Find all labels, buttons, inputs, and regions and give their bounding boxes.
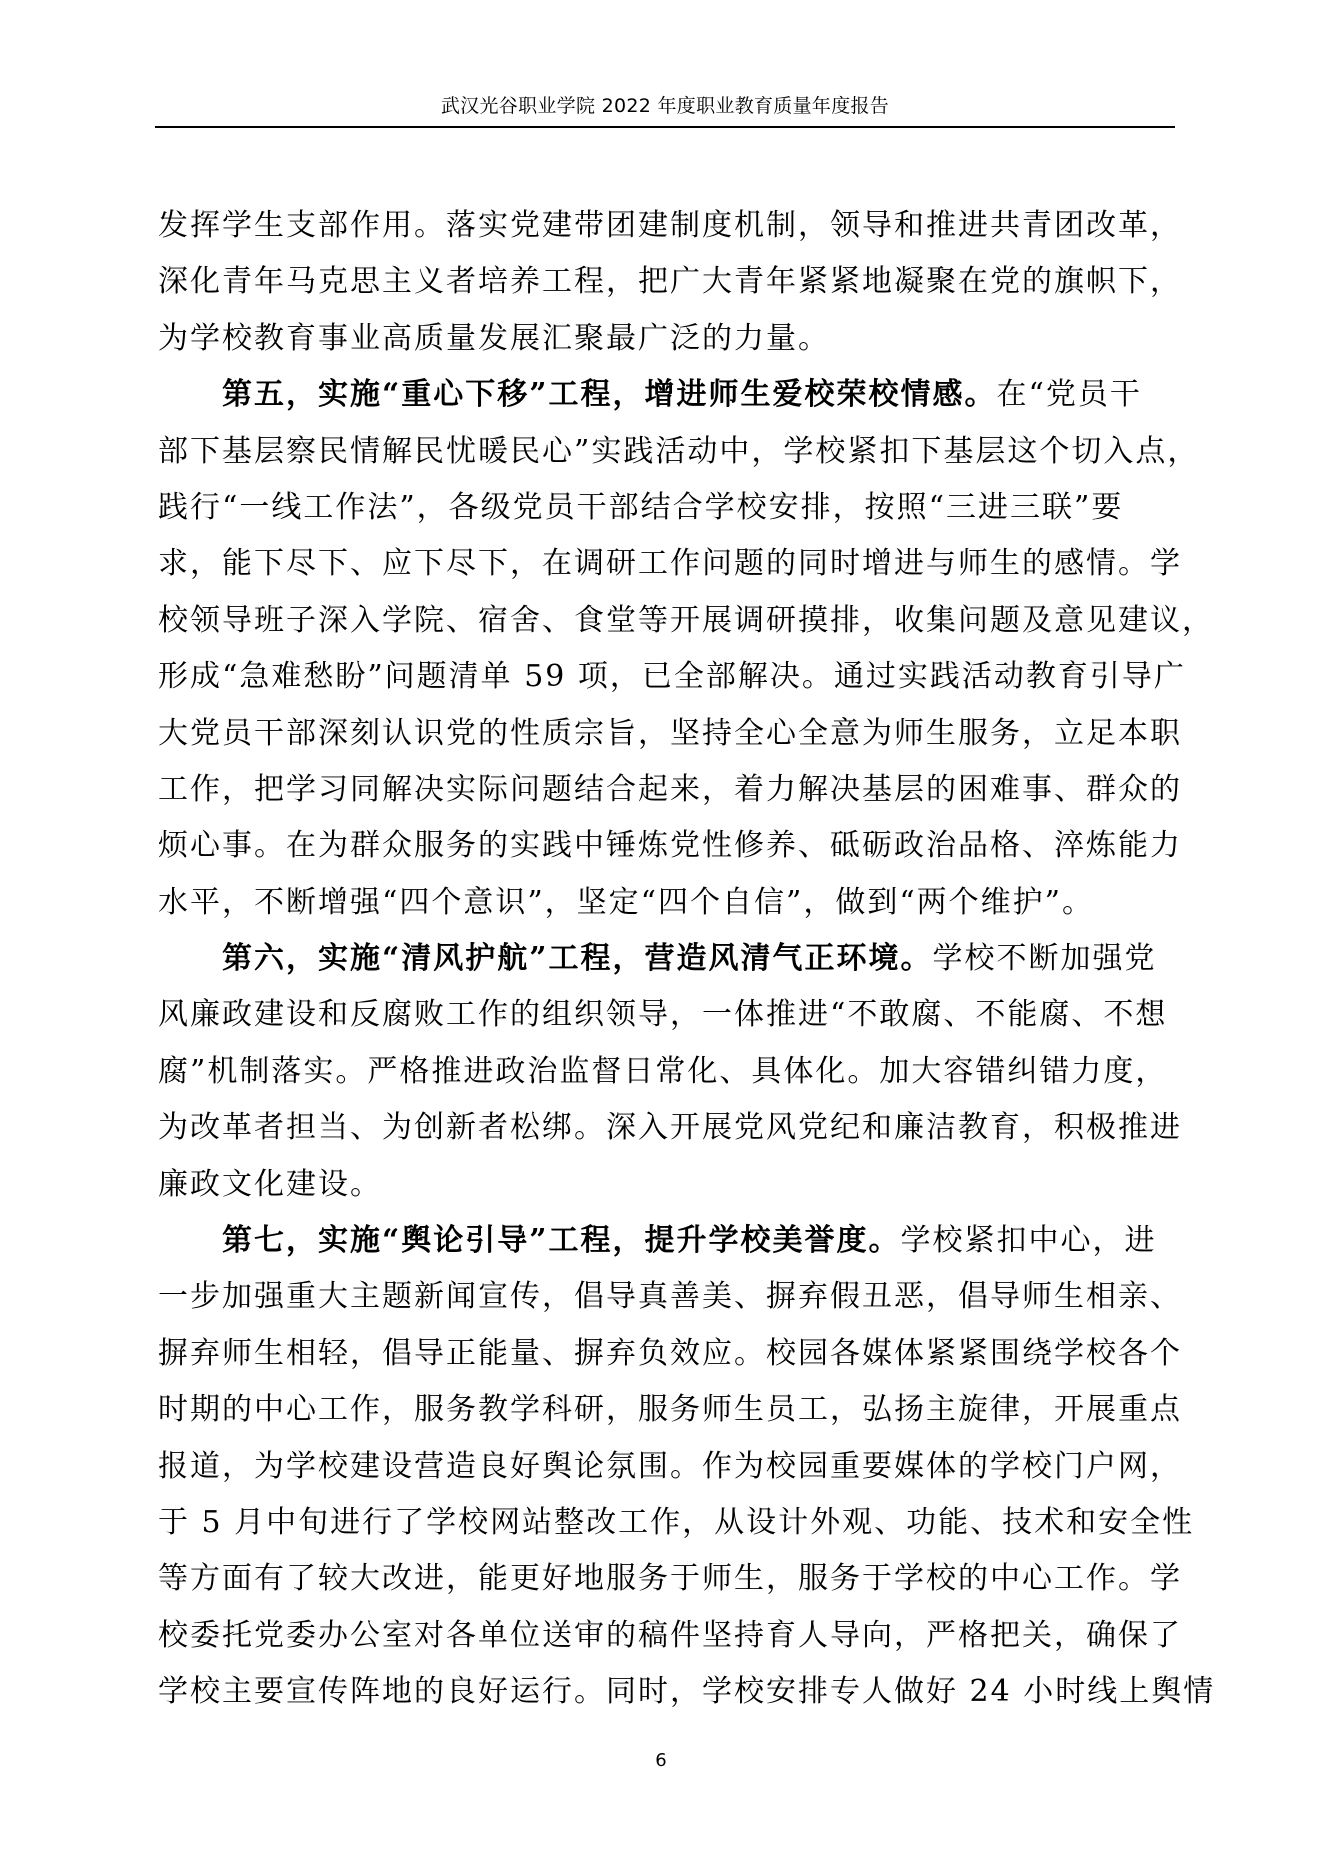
paragraph-seventh-project	[158, 1213, 1216, 1721]
text-line: 烦心事。在为群众服务的实践中锤炼党性修养、砥砺政治品格、淬炼能力	[158, 828, 1182, 864]
page-header	[155, 92, 1175, 128]
text-line: 报道，为学校建设营造良好舆论氛围。作为校园重要媒体的学校门户网，	[158, 1448, 1182, 1484]
text-line: 工作，把学习同解决实际问题结合起来，着力解决基层的困难事、群众的	[158, 771, 1182, 807]
paragraph-sixth-project	[158, 931, 1182, 1213]
paragraph-lead-rest: 在“党员干	[996, 377, 1142, 413]
header-title: 武汉光谷职业学院 2022 年度职业教育质量年度报告	[440, 95, 890, 117]
text-line: 深化青年马克思主义者培养工程，把广大青年紧紧地凝聚在党的旗帜下，	[158, 264, 1182, 300]
paragraph-first-line	[158, 367, 1178, 423]
text-line: 时期的中心工作，服务教学科研，服务师生员工，弘扬主旋律，开展重点	[158, 1392, 1182, 1428]
text-line: 等方面有了较大改进，能更好地服务于师生，服务于学校的中心工作。学	[158, 1561, 1182, 1597]
text-line: 腐”机制落实。严格推进政治监督日常化、具体化。加大容错纠错力度，	[158, 1053, 1168, 1089]
text-line: 廉政文化建设。	[158, 1166, 382, 1202]
text-line: 摒弃师生相轻，倡导正能量、摒弃负效应。校园各媒体紧紧围绕学校各个	[158, 1335, 1182, 1371]
text-line: 校领导班子深入学院、宿舍、食堂等开展调研摸排，收集问题及意见建议，	[158, 602, 1214, 638]
paragraph-lead-heading: 第六，实施“清风护航”工程，营造风清气正环境。	[222, 941, 933, 977]
text-line: 于 5 月中旬进行了学校网站整改工作，从设计外观、功能、技术和安全性	[158, 1504, 1195, 1540]
text-line: 践行“一线工作法”，各级党员干部结合学校安排，按照“三进三联”要	[158, 489, 1124, 525]
paragraph-first-line	[158, 931, 1178, 987]
text-line: 一步加强重大主题新闻宣传，倡导真善美、摒弃假丑恶，倡导师生相亲、	[158, 1279, 1182, 1315]
text-line: 校委托党委办公室对各单位送审的稿件坚持育人导向，严格把关，确保了	[158, 1617, 1182, 1653]
text-line: 求，能下尽下、应下尽下，在调研工作问题的同时增进与师生的感情。学	[158, 546, 1182, 582]
text-line: 为学校教育事业高质量发展汇聚最广泛的力量。	[158, 320, 830, 356]
paragraph-student-branch	[158, 198, 1182, 367]
text-line: 学校主要宣传阵地的良好运行。同时，学校安排专人做好 24 小时线上舆情	[158, 1674, 1216, 1710]
text-line: 发挥学生支部作用。落实党建带团建制度机制，领导和推进共青团改革，	[158, 208, 1182, 243]
paragraph-fifth-project	[158, 367, 1214, 931]
paragraph-lead-rest: 学校不断加强党	[932, 941, 1157, 977]
paragraph-first-line	[158, 1213, 1178, 1269]
paragraph-lead-rest: 学校紧扣中心，进	[900, 1223, 1157, 1259]
text-line: 形成“急难愁盼”问题清单 59 项，已全部解决。通过实践活动教育引导广	[158, 659, 1186, 695]
paragraph-lead-heading: 第七，实施“舆论引导”工程，提升学校美誉度。	[222, 1223, 901, 1259]
text-line: 风廉政建设和反腐败工作的组织领导，一体推进“不敢腐、不能腐、不想	[158, 997, 1168, 1033]
text-line: 为改革者担当、为创新者松绑。深入开展党风党纪和廉洁教育，积极推进	[158, 1110, 1182, 1146]
paragraph-lead-heading: 第五，实施“重心下移”工程，增进师生爱校荣校情感。	[222, 377, 997, 413]
text-line: 大党员干部深刻认识党的性质宗旨，坚持全心全意为师生服务，立足本职	[158, 715, 1182, 751]
page-number: 6	[655, 1750, 667, 1771]
text-line: 水平，不断增强“四个意识”，坚定“四个自信”，做到“两个维护”。	[158, 884, 1095, 920]
report-body	[158, 198, 1216, 1721]
text-line: 部下基层察民情解民忧暖民心”实践活动中，学校紧扣下基层这个切入点，	[158, 433, 1200, 469]
